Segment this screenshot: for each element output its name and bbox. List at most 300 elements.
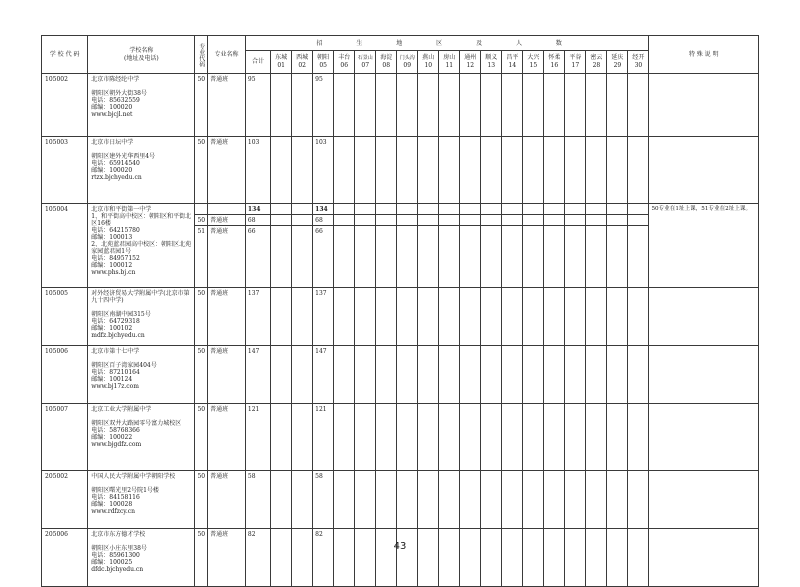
region-count <box>376 204 397 215</box>
region-code: 02 <box>298 62 306 69</box>
total-count: 121 <box>245 404 270 471</box>
region-count <box>607 346 628 404</box>
school-name: 北京市第十七中学 <box>91 348 140 355</box>
school-info <box>88 74 195 137</box>
school-detail-line: 电话：85632559 <box>91 97 140 104</box>
region-count <box>418 137 439 204</box>
region-count <box>481 529 502 587</box>
major-name <box>208 204 246 215</box>
region-count <box>271 288 292 346</box>
table-header <box>42 36 759 74</box>
school-detail-line: 朝阳区曙光里2号院1号楼 <box>91 487 159 494</box>
region-count <box>439 215 460 226</box>
chaoyang-count: 68 <box>313 215 334 226</box>
school-code: 205002 <box>42 471 88 529</box>
region-count <box>460 74 481 137</box>
region-header-17 <box>565 51 586 74</box>
chaoyang-count: 95 <box>313 74 334 137</box>
region-count <box>292 204 313 215</box>
region-count <box>628 529 649 587</box>
region-count <box>481 137 502 204</box>
region-count <box>565 346 586 404</box>
region-count <box>544 288 565 346</box>
total-count: 82 <box>245 529 270 587</box>
region-count <box>376 226 397 288</box>
region-count <box>376 471 397 529</box>
region-count <box>628 471 649 529</box>
spacer <box>91 480 192 487</box>
school-detail-line: mdfz.bjchyedu.cn <box>91 332 145 339</box>
school-info <box>88 529 195 587</box>
region-count <box>292 74 313 137</box>
region-header-05 <box>313 51 334 74</box>
region-count <box>376 215 397 226</box>
region-code: 05 <box>319 62 327 69</box>
region-count <box>355 346 376 404</box>
region-name: 门头沟 <box>399 55 415 61</box>
region-count <box>607 404 628 471</box>
region-count <box>502 226 523 288</box>
region-count <box>523 404 544 471</box>
admissions-table <box>41 35 759 587</box>
school-detail-line: 电话：65914540 <box>91 160 140 167</box>
school-detail-line: 电话：58768366 <box>91 427 140 434</box>
chaoyang-count: 66 <box>313 226 334 288</box>
chaoyang-count: 147 <box>313 346 334 404</box>
region-count <box>271 404 292 471</box>
region-count <box>292 346 313 404</box>
header-major-code: 专业代码 <box>195 36 208 74</box>
school-code: 105004 <box>42 204 88 288</box>
total-count: 66 <box>245 226 270 288</box>
region-count <box>607 226 628 288</box>
school-detail-line: 电话：64215780 <box>91 227 140 234</box>
total-count: 134 <box>245 204 270 215</box>
region-count <box>397 529 418 587</box>
region-count <box>607 529 628 587</box>
region-count <box>376 74 397 137</box>
region-count <box>628 204 649 215</box>
special-note <box>649 471 759 529</box>
special-note <box>649 529 759 587</box>
region-count <box>460 529 481 587</box>
region-count <box>502 204 523 215</box>
region-count <box>271 529 292 587</box>
region-count <box>376 346 397 404</box>
region-code: 29 <box>613 62 622 69</box>
region-header-14 <box>502 51 523 74</box>
header-special-note: 特 殊 说 明 <box>649 36 759 74</box>
region-count <box>502 74 523 137</box>
region-code: 06 <box>340 62 349 69</box>
region-count <box>586 74 607 137</box>
region-count <box>355 226 376 288</box>
chaoyang-count: 82 <box>313 529 334 587</box>
table-row <box>42 288 759 346</box>
school-name: 中国人民大学附属中学朝阳学校 <box>91 473 176 480</box>
region-count <box>460 137 481 204</box>
school-name: 北京市陈经纶中学 <box>91 76 140 83</box>
spacer <box>91 413 192 420</box>
region-count <box>607 471 628 529</box>
school-detail-line: 朝阳区建外光华西里4号 <box>91 153 156 160</box>
school-detail-line: www.phs.bj.cn <box>91 269 136 276</box>
region-code: 15 <box>529 62 538 69</box>
region-count <box>439 471 460 529</box>
school-name: 对外经济贸易大学附属中学(北京市第九十四中学) <box>91 290 190 304</box>
school-detail-line: 电话：84158116 <box>91 494 140 501</box>
major-code: 50 <box>195 471 208 529</box>
special-note <box>649 288 759 346</box>
region-count <box>418 404 439 471</box>
major-name: 普通班 <box>208 404 246 471</box>
region-count <box>439 404 460 471</box>
region-count <box>334 204 355 215</box>
region-count <box>418 288 439 346</box>
region-count <box>544 529 565 587</box>
region-count <box>397 74 418 137</box>
region-code: 28 <box>592 62 601 69</box>
table-row <box>42 529 759 587</box>
region-count <box>628 215 649 226</box>
region-count <box>544 226 565 288</box>
major-code: 50 <box>195 404 208 471</box>
special-note <box>649 137 759 204</box>
table-row <box>42 137 759 204</box>
region-count <box>481 346 502 404</box>
table-row <box>42 471 759 529</box>
school-detail-line: 邮编：100013 <box>91 234 133 241</box>
region-name: 平谷 <box>569 54 582 61</box>
major-code: 50 <box>195 74 208 137</box>
header-region-title: 招 生 地 区 及 人 数 <box>245 36 649 51</box>
region-count <box>586 471 607 529</box>
special-note: 50专业在1址上课，51专业在2址上课。 <box>649 204 759 288</box>
region-count <box>460 471 481 529</box>
region-count <box>607 204 628 215</box>
region-count <box>439 529 460 587</box>
region-count <box>565 204 586 215</box>
region-header-10 <box>418 51 439 74</box>
region-count <box>481 204 502 215</box>
region-name: 昌平 <box>506 54 519 61</box>
region-header-08 <box>376 51 397 74</box>
spacer <box>91 355 192 362</box>
region-count <box>418 215 439 226</box>
school-detail-line: 电话：87210164 <box>91 369 140 376</box>
region-count <box>397 471 418 529</box>
special-note <box>649 346 759 404</box>
region-count <box>523 204 544 215</box>
region-count <box>376 404 397 471</box>
region-count <box>397 137 418 204</box>
school-detail-line: 电话：64729318 <box>91 318 140 325</box>
school-detail-line: 邮编：100020 <box>91 167 133 174</box>
region-header-13 <box>481 51 502 74</box>
region-count <box>502 471 523 529</box>
region-count <box>607 288 628 346</box>
region-count <box>334 137 355 204</box>
region-count <box>523 346 544 404</box>
region-count <box>355 204 376 215</box>
region-count <box>292 404 313 471</box>
region-count <box>628 404 649 471</box>
school-code: 105002 <box>42 74 88 137</box>
school-detail-line: 邮编：100124 <box>91 376 133 383</box>
region-count <box>271 346 292 404</box>
region-name: 延庆 <box>611 54 624 61</box>
region-header-12 <box>460 51 481 74</box>
region-count <box>544 137 565 204</box>
region-code: 14 <box>508 62 517 69</box>
special-note <box>649 74 759 137</box>
region-count <box>292 137 313 204</box>
region-count <box>376 137 397 204</box>
school-detail-line: 朝阳区南湖中园315号 <box>91 311 151 318</box>
region-count <box>460 204 481 215</box>
page-number: 43 <box>393 541 407 552</box>
region-count <box>481 74 502 137</box>
school-code: 105005 <box>42 288 88 346</box>
total-count: 147 <box>245 346 270 404</box>
total-count: 103 <box>245 137 270 204</box>
region-count <box>586 226 607 288</box>
school-name: 北京市日坛中学 <box>91 139 134 146</box>
major-name: 普通班 <box>208 346 246 404</box>
region-count <box>502 215 523 226</box>
region-count <box>565 226 586 288</box>
region-name: 东城 <box>275 54 288 61</box>
school-detail-line: 电话：84957152 <box>91 255 140 262</box>
school-detail-line: 电话：85961300 <box>91 552 140 559</box>
school-info <box>88 346 195 404</box>
region-count <box>544 204 565 215</box>
major-name: 普通班 <box>208 471 246 529</box>
region-name: 丰台 <box>338 54 351 61</box>
region-count <box>628 288 649 346</box>
school-detail-line: www.bjgdfz.com <box>91 441 142 448</box>
header-school-name: 学校名称 (地址及电话) <box>88 36 195 74</box>
school-detail-line: rtzx.bjchyedu.cn <box>91 174 142 181</box>
region-count <box>565 288 586 346</box>
region-header-02 <box>292 51 313 74</box>
region-count <box>523 529 544 587</box>
region-count <box>586 346 607 404</box>
region-code: 12 <box>466 62 475 69</box>
school-detail-line: 朝阳区朝外大街38号 <box>91 90 147 97</box>
school-code: 205006 <box>42 529 88 587</box>
school-detail-line: www.bj17z.com <box>91 383 139 390</box>
major-name: 普通班 <box>208 529 246 587</box>
region-code: 11 <box>445 62 454 69</box>
special-note <box>649 404 759 471</box>
region-count <box>355 404 376 471</box>
region-count <box>460 288 481 346</box>
region-name: 朝阳 <box>317 54 330 61</box>
school-code: 105007 <box>42 404 88 471</box>
region-count <box>397 404 418 471</box>
school-detail-line: www.rdfzcy.cn <box>91 508 136 515</box>
region-count <box>292 226 313 288</box>
region-name: 经开 <box>632 54 645 61</box>
region-count <box>292 215 313 226</box>
region-count <box>523 137 544 204</box>
region-count <box>334 74 355 137</box>
region-name: 合计 <box>252 58 265 65</box>
region-count <box>523 215 544 226</box>
region-header-16 <box>544 51 565 74</box>
school-name: 北京市和平街第一中学 <box>91 206 152 213</box>
region-count <box>544 471 565 529</box>
school-code: 105006 <box>42 346 88 404</box>
region-count <box>481 288 502 346</box>
region-count <box>397 226 418 288</box>
region-count <box>586 404 607 471</box>
total-count: 137 <box>245 288 270 346</box>
region-count <box>355 288 376 346</box>
region-name: 海淀 <box>380 54 393 61</box>
region-code: 13 <box>487 62 496 69</box>
major-code: 50 <box>195 529 208 587</box>
spacer <box>91 83 192 90</box>
region-count <box>355 529 376 587</box>
major-name: 普通班 <box>208 288 246 346</box>
region-count <box>271 215 292 226</box>
school-info <box>88 137 195 204</box>
region-count <box>397 288 418 346</box>
region-count <box>460 226 481 288</box>
region-code: 09 <box>403 62 412 69</box>
spacer <box>91 146 192 153</box>
region-name: 石景山 <box>357 55 373 61</box>
school-detail-line: 朝阳区小庄东里38号 <box>91 545 147 552</box>
region-count <box>460 215 481 226</box>
region-count <box>334 288 355 346</box>
total-count: 95 <box>245 74 270 137</box>
region-code: 07 <box>361 62 370 69</box>
region-code: 08 <box>382 62 391 69</box>
region-count <box>565 471 586 529</box>
major-code: 50 <box>195 288 208 346</box>
region-count <box>418 74 439 137</box>
region-count <box>334 215 355 226</box>
region-count <box>565 215 586 226</box>
major-code: 50 <box>195 346 208 404</box>
school-info <box>88 204 195 288</box>
region-count <box>628 226 649 288</box>
region-count <box>292 471 313 529</box>
region-count <box>502 529 523 587</box>
table-row <box>42 404 759 471</box>
region-count <box>397 204 418 215</box>
region-count <box>628 346 649 404</box>
region-count <box>544 404 565 471</box>
region-count <box>334 226 355 288</box>
region-count <box>523 226 544 288</box>
region-name: 房山 <box>443 54 456 61</box>
region-name: 怀柔 <box>548 54 561 61</box>
chaoyang-count: 121 <box>313 404 334 471</box>
school-info <box>88 471 195 529</box>
region-count <box>397 346 418 404</box>
school-name: 北京市东方德才学校 <box>91 531 146 538</box>
region-count <box>271 204 292 215</box>
school-detail-line: 邮编：100025 <box>91 559 133 566</box>
region-count <box>628 74 649 137</box>
region-header-11 <box>439 51 460 74</box>
region-code: 01 <box>277 62 285 69</box>
region-header-30 <box>628 51 649 74</box>
school-detail-line: 邮编：100022 <box>91 434 133 441</box>
region-header-total <box>245 51 270 74</box>
region-count <box>607 137 628 204</box>
school-detail-line: dfdc.bjchyedu.cn <box>91 566 144 573</box>
region-header-28 <box>586 51 607 74</box>
region-count <box>481 471 502 529</box>
header-major-name: 专业名称 <box>208 36 246 74</box>
region-count <box>271 226 292 288</box>
region-count <box>439 204 460 215</box>
major-code <box>195 204 208 215</box>
region-count <box>439 226 460 288</box>
chaoyang-count: 134 <box>313 204 334 215</box>
region-count <box>481 404 502 471</box>
school-detail-line: 朝阳区双井大路园零号富力城校区 <box>91 420 182 427</box>
region-name: 西城 <box>296 54 309 61</box>
region-count <box>523 471 544 529</box>
region-count <box>460 404 481 471</box>
region-code: 30 <box>634 62 643 69</box>
school-code: 105003 <box>42 137 88 204</box>
region-count <box>502 346 523 404</box>
region-header-06 <box>334 51 355 74</box>
region-count <box>334 346 355 404</box>
region-count <box>334 404 355 471</box>
school-detail-line: 邮编：100102 <box>91 325 133 332</box>
table-row <box>42 346 759 404</box>
school-detail-line: 1、和平街高中校区：朝阳区和平街北区16楼 <box>91 213 192 227</box>
region-count <box>334 471 355 529</box>
region-count <box>292 529 313 587</box>
school-detail-line: www.bjcjl.net <box>91 111 133 118</box>
major-code: 51 <box>195 226 208 288</box>
region-count <box>607 215 628 226</box>
admissions-table-sheet <box>41 35 759 587</box>
region-header-09 <box>397 51 418 74</box>
school-detail-line: 邮编：100012 <box>91 262 133 269</box>
region-count <box>523 288 544 346</box>
major-name: 普通班 <box>208 226 246 288</box>
total-count: 58 <box>245 471 270 529</box>
header-school-code: 学 校 代 码 <box>42 36 88 74</box>
region-count <box>502 404 523 471</box>
region-count <box>502 288 523 346</box>
region-count <box>565 404 586 471</box>
chaoyang-count: 137 <box>313 288 334 346</box>
region-header-01 <box>271 51 292 74</box>
region-count <box>523 74 544 137</box>
region-count <box>439 137 460 204</box>
school-info <box>88 404 195 471</box>
region-count <box>460 346 481 404</box>
region-count <box>418 346 439 404</box>
region-count <box>502 137 523 204</box>
region-count <box>355 74 376 137</box>
region-name: 密云 <box>590 54 603 61</box>
region-header-29 <box>607 51 628 74</box>
region-count <box>376 529 397 587</box>
region-count <box>439 288 460 346</box>
